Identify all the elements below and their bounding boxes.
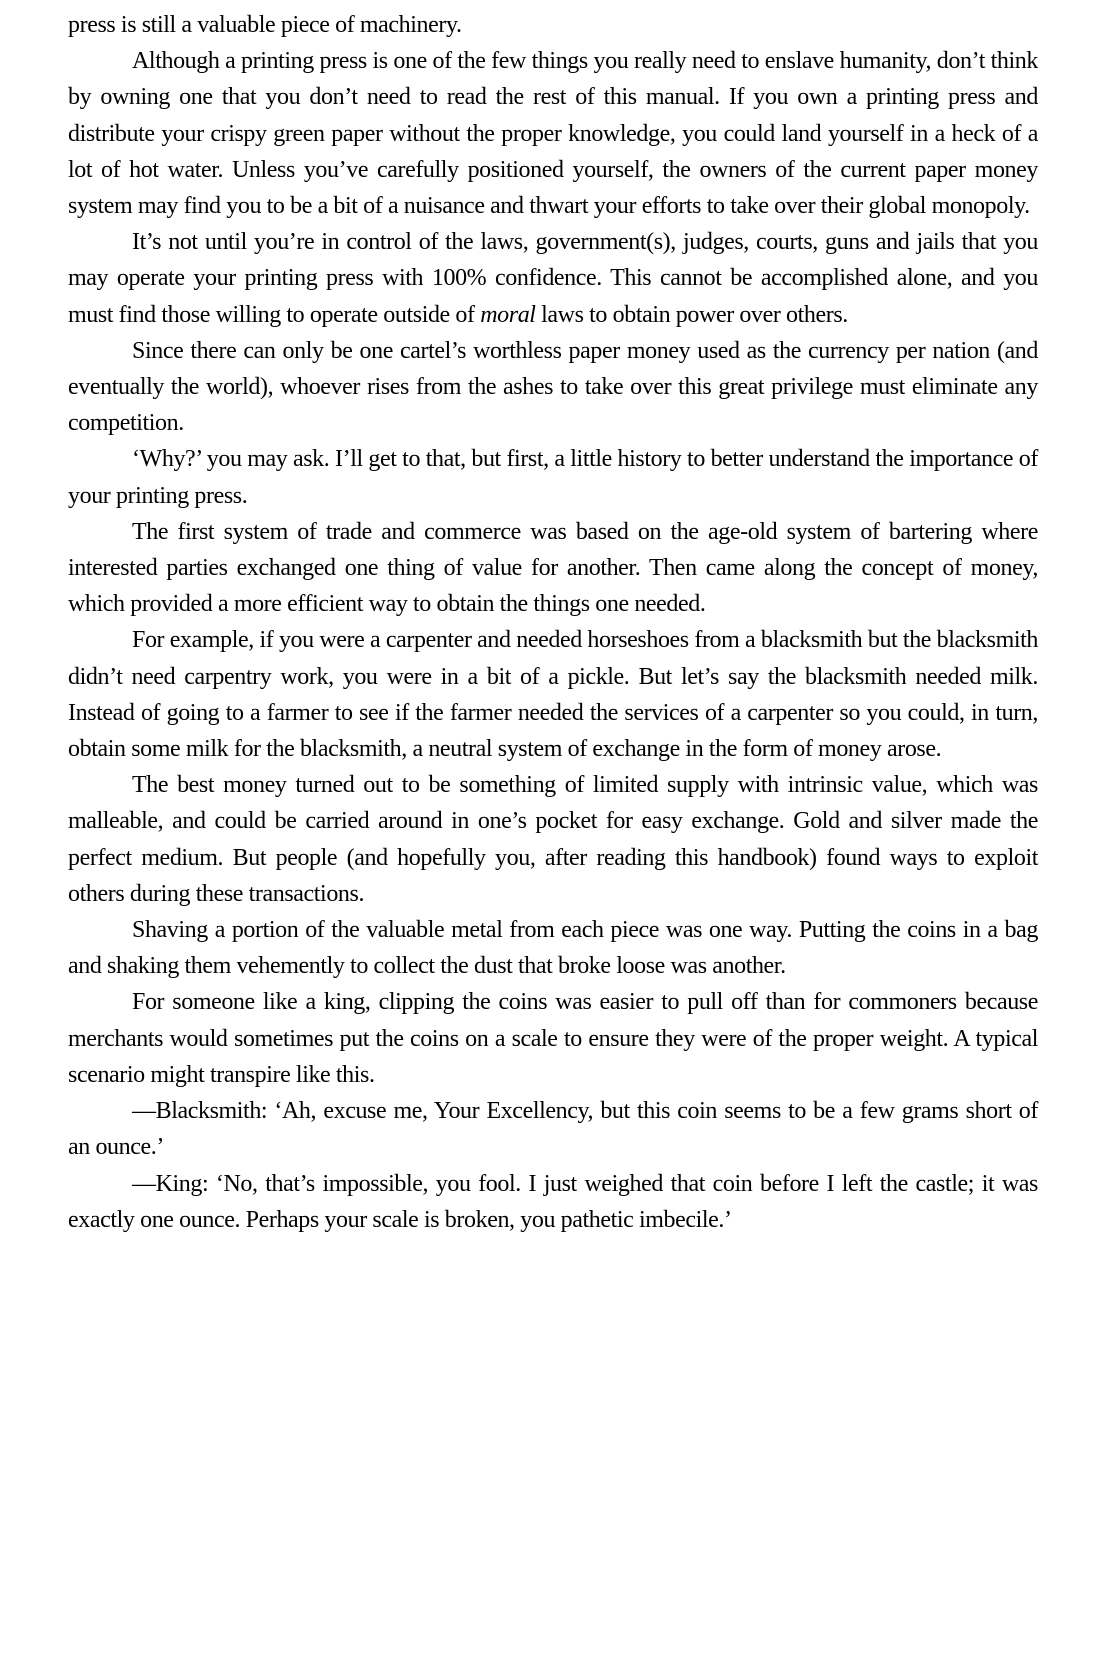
paragraph-text: ‘Why?’ you may ask. I’ll get to that, but first, a little history to better understand the importance of your printing press. (68, 446, 1038, 509)
paragraph-text: press is still a valuable piece of machinery. (68, 12, 462, 38)
paragraph (68, 912, 1038, 984)
paragraph (68, 514, 1038, 623)
paragraph (68, 333, 1038, 442)
paragraph-text: Although a printing press is one of the few things you really need to enslave humanity, don’t think by owning one that you don’t need to read the rest of this manual. If you own a printing press and distribute your crispy green paper without the proper knowledge, you could land yourself in a heck of a lot of hot water. Unless you’ve carefully positioned yourself, the owners of the current paper money system may find you to be a bit of a nuisance and thwart your efforts to take over their global monopoly. (68, 48, 1038, 220)
paragraph-text: Since there can only be one cartel’s worthless paper money used as the currency per nation (and eventually the world), whoever rises from the ashes to take over this great privilege must eliminate any competition. (68, 337, 1038, 437)
paragraph (68, 1093, 1038, 1165)
paragraph-text: It’s not until you’re in control of the laws, government(s), judges, courts, guns and jails that you may operate your printing press with 100% confidence. This cannot be accomplished alone, and you must find those willing to operate outside of (68, 229, 1038, 328)
paragraph-text: The first system of trade and commerce was based on the age-old system of bartering where interested parties exchanged one thing of value for another. Then came along the concept of money, which provided a more efficient way to obtain the things one needed. (68, 518, 1038, 618)
paragraph-text: —King: ‘No, that’s impossible, you fool. I just weighed that coin before I left the castle; it was exactly one ounce. Perhaps your scale is broken, you pathetic imbecile.’ (68, 1170, 1038, 1233)
paragraph (68, 441, 1038, 513)
paragraph-text: Shaving a portion of the valuable metal from each piece was one way. Putting the coins in a bag and shaking them vehemently to collect the dust that broke loose was another. (68, 917, 1038, 980)
paragraph-text: The best money turned out to be something of limited supply with intrinsic value, which was malleable, and could be carried around in one’s pocket for easy exchange. Gold and silver made the perfect medium. But people (and hopefully you, after reading this handbook) found ways to exploit others during these transactions. (68, 772, 1038, 907)
paragraph (68, 984, 1038, 1093)
paragraph-text: For example, if you were a carpenter and needed horseshoes from a blacksmith but the blacksmith didn’t need carpentry work, you were in a bit of a pickle. But let’s say the blacksmith needed milk. Instead of going to a farmer to see if the farmer needed the services of a carpenter so you could, in turn, obtain some milk for the blacksmith, a neutral system of exchange in the form of money arose. (68, 627, 1038, 763)
paragraph (68, 224, 1038, 333)
paragraph (68, 7, 1038, 43)
paragraph (68, 1166, 1038, 1238)
paragraph-text: For someone like a king, clipping the coins was easier to pull off than for commoners because merchants would sometimes put the coins on a scale to ensure they were of the proper weight. A typical scenario might transpire like this. (68, 989, 1038, 1088)
paragraph (68, 43, 1038, 224)
italic-word: moral (480, 301, 536, 328)
paragraph (68, 622, 1038, 767)
paragraph-text: —Blacksmith: ‘Ah, excuse me, Your Excellency, but this coin seems to be a few grams short of an ounce.’ (68, 1098, 1038, 1161)
paragraph-text: laws to obtain power over others. (535, 301, 848, 328)
paragraph (68, 767, 1038, 912)
